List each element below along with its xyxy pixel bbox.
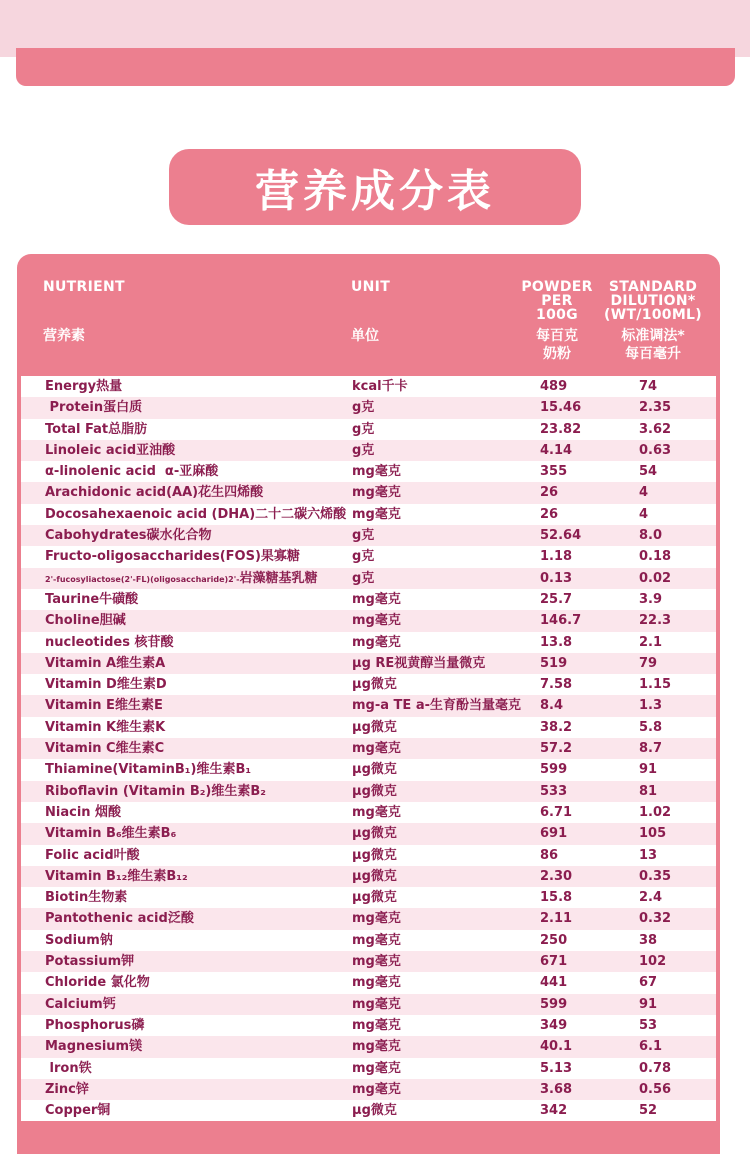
header-powder-zh-1: 每百克 — [536, 328, 578, 344]
powder-value: 355 — [540, 464, 568, 480]
table-row — [21, 759, 716, 780]
table-row — [21, 525, 716, 546]
table-row — [21, 994, 716, 1015]
powder-value: 599 — [540, 996, 568, 1012]
nutrient-name: Riboflavin (Vitamin B₂)维生素B₂ — [45, 783, 266, 799]
table-row — [21, 802, 716, 823]
nutrient-name: Vitamin B₆维生素B₆ — [45, 826, 177, 842]
std-dilution-value: 0.02 — [639, 570, 672, 586]
nutrient-name: Total Fat总脂肪 — [45, 421, 148, 437]
table-row — [21, 568, 716, 589]
powder-value: 533 — [540, 783, 568, 799]
powder-value: 6.71 — [540, 804, 573, 820]
nutrient-unit: g克 — [352, 400, 375, 416]
table-row — [21, 738, 716, 759]
nutrient-name: Docosahexaenoic acid (DHA)二十二碳六烯酸 — [45, 506, 347, 522]
nutrient-name: Vitamin E维生素E — [45, 698, 163, 714]
powder-value: 250 — [540, 932, 568, 948]
powder-value: 86 — [540, 847, 559, 863]
nutrient-name: Vitamin A维生素A — [45, 655, 166, 671]
nutrient-name: Choline胆碱 — [45, 613, 126, 629]
nutrient-unit: g克 — [352, 421, 375, 437]
std-dilution-value: 8.7 — [639, 741, 663, 757]
nutrient-unit: μg微克 — [352, 868, 397, 884]
powder-value: 2.30 — [540, 868, 573, 884]
powder-value: 0.13 — [540, 570, 573, 586]
nutrient-name: Calcium钙 — [45, 996, 116, 1012]
std-dilution-value: 0.56 — [639, 1081, 672, 1097]
nutrient-unit: mg毫克 — [352, 1017, 401, 1033]
nutrient-unit: mg毫克 — [352, 741, 401, 757]
nutrient-unit: g克 — [352, 570, 375, 586]
nutrient-name: Chloride 氯化物 — [45, 975, 150, 991]
header-powder-en-1: POWDER — [521, 279, 593, 295]
powder-value: 25.7 — [540, 591, 573, 607]
nutrient-unit: mg毫克 — [352, 1060, 401, 1076]
table-row — [21, 397, 716, 418]
powder-value: 599 — [540, 762, 568, 778]
std-dilution-value: 1.15 — [639, 677, 672, 693]
table-row — [21, 1100, 716, 1121]
nutrient-unit: mg毫克 — [352, 506, 401, 522]
header-std-zh-2: 每百毫升 — [625, 346, 681, 362]
nutrient-unit: mg毫克 — [352, 932, 401, 948]
nutrient-name: Protein蛋白质 — [45, 400, 143, 416]
header-powder-en-2: PER — [541, 293, 573, 309]
table-row — [21, 419, 716, 440]
std-dilution-value: 0.35 — [639, 868, 672, 884]
header-unit-zh: 单位 — [351, 328, 379, 344]
std-dilution-value: 38 — [639, 932, 658, 948]
header-unit-en: UNIT — [351, 279, 391, 295]
nutrient-name: α-linolenic acid α-亚麻酸 — [45, 464, 219, 480]
nutrient-name-small: 2'-fucosyliactose(2'-FL)(oligosaccharide)2'- — [45, 574, 240, 584]
table-row — [21, 717, 716, 738]
nutrient-unit: mg毫克 — [352, 996, 401, 1012]
nutrient-unit: mg毫克 — [352, 464, 401, 480]
std-dilution-value: 91 — [639, 762, 658, 778]
table-row — [21, 1079, 716, 1100]
std-dilution-value: 5.8 — [639, 719, 663, 735]
std-dilution-value: 1.3 — [639, 698, 663, 714]
std-dilution-value: 2.4 — [639, 890, 663, 906]
nutrient-unit: μg微克 — [352, 1103, 397, 1119]
nutrient-unit: μg微克 — [352, 826, 397, 842]
table-row — [21, 376, 716, 397]
nutrient-unit: mg毫克 — [352, 634, 401, 650]
powder-value: 146.7 — [540, 613, 582, 629]
nutrient-name: Biotin生物素 — [45, 890, 128, 906]
powder-value: 26 — [540, 506, 559, 522]
powder-value: 4.14 — [540, 442, 573, 458]
header-std-en-1: STANDARD — [608, 279, 698, 295]
powder-value: 671 — [540, 954, 568, 970]
std-dilution-value: 105 — [639, 826, 667, 842]
table-row — [21, 482, 716, 503]
nutrient-name: Vitamin C维生素C — [45, 741, 165, 757]
powder-value: 23.82 — [540, 421, 582, 437]
nutrient-unit: mg毫克 — [352, 485, 401, 501]
std-dilution-value: 67 — [639, 975, 658, 991]
nutrient-name: Niacin 烟酸 — [45, 804, 122, 820]
table-row — [21, 695, 716, 716]
std-dilution-value: 102 — [639, 954, 667, 970]
nutrient-unit: μg微克 — [352, 762, 397, 778]
powder-value: 349 — [540, 1017, 568, 1033]
nutrient-name: Energy热量 — [45, 379, 123, 394]
std-dilution-value: 91 — [639, 996, 658, 1012]
nutrient-unit: μg微克 — [352, 677, 397, 693]
nutrient-name: Vitamin K维生素K — [45, 719, 166, 735]
nutrient-unit: mg毫克 — [352, 975, 401, 991]
header-std-zh-1: 标准调法* — [621, 328, 685, 344]
std-dilution-value: 1.02 — [639, 804, 672, 820]
table-row — [21, 504, 716, 525]
std-dilution-value: 52 — [639, 1103, 658, 1119]
nutrient-name: Linoleic acid亚油酸 — [45, 442, 176, 458]
table-row — [21, 930, 716, 951]
powder-value: 52.64 — [540, 528, 582, 544]
nutrient-unit: g克 — [352, 528, 375, 544]
nutrient-unit: mg毫克 — [352, 613, 401, 629]
nutrient-unit: mg毫克 — [352, 1039, 401, 1055]
std-dilution-value: 4 — [639, 485, 649, 501]
nutrient-name — [45, 568, 318, 590]
nutrient-unit: mg-a TE a-生育酚当量毫克 — [352, 698, 521, 714]
powder-value: 342 — [540, 1103, 568, 1119]
nutrient-name: Vitamin B₁₂维生素B₁₂ — [45, 868, 188, 884]
header-powder-en-3: 100G — [536, 307, 578, 323]
powder-value: 441 — [540, 975, 568, 991]
header-std-en-2: DILUTION* — [610, 293, 696, 309]
nutrient-name: nucleotides 核苷酸 — [45, 634, 174, 650]
std-dilution-value: 2.1 — [639, 634, 663, 650]
powder-value: 7.58 — [540, 677, 573, 693]
nutrient-name: Cabohydrates碳水化合物 — [45, 528, 212, 544]
header-powder-zh-2: 奶粉 — [543, 346, 571, 362]
table-body — [21, 376, 716, 1121]
nutrient-name: Arachidonic acid(AA)花生四烯酸 — [45, 485, 264, 501]
table-row — [21, 461, 716, 482]
nutrient-unit: kcal千卡 — [352, 379, 408, 394]
table-header — [17, 254, 720, 375]
nutrient-name: Folic acid叶酸 — [45, 847, 140, 863]
top-decor-bar — [16, 48, 735, 86]
nutrient-unit: mg毫克 — [352, 804, 401, 820]
powder-value: 57.2 — [540, 741, 573, 757]
std-dilution-value: 4 — [639, 506, 649, 522]
std-dilution-value: 8.0 — [639, 528, 663, 544]
table-row — [21, 972, 716, 993]
table-row — [21, 546, 716, 567]
header-nutrient-en: NUTRIENT — [43, 279, 125, 295]
nutrient-name: Fructo-oligosaccharides(FOS)果寡糖 — [45, 549, 300, 565]
nutrient-name: Zinc锌 — [45, 1081, 89, 1097]
table-row — [21, 908, 716, 929]
nutrient-unit: mg毫克 — [352, 954, 401, 970]
std-dilution-value: 74 — [639, 379, 658, 394]
nutrient-unit: μg微克 — [352, 847, 397, 863]
std-dilution-value: 3.9 — [639, 591, 663, 607]
std-dilution-value: 0.63 — [639, 442, 672, 458]
nutrient-name: Pantothenic acid泛酸 — [45, 911, 194, 927]
powder-value: 38.2 — [540, 719, 573, 735]
nutrient-unit: mg毫克 — [352, 911, 401, 927]
table-row — [21, 951, 716, 972]
header-std-en-3: (WT/100ML) — [604, 307, 702, 323]
nutrient-name: Thiamine(VitaminB₁)维生素B₁ — [45, 762, 252, 778]
table-row — [21, 887, 716, 908]
powder-value: 13.8 — [540, 634, 573, 650]
nutrient-unit: g克 — [352, 442, 375, 458]
table-row — [21, 674, 716, 695]
std-dilution-value: 22.3 — [639, 613, 672, 629]
std-dilution-value: 79 — [639, 655, 658, 671]
powder-value: 1.18 — [540, 549, 573, 565]
table-row — [21, 866, 716, 887]
nutrient-unit: g克 — [352, 549, 375, 565]
std-dilution-value: 0.78 — [639, 1060, 672, 1076]
table-row — [21, 823, 716, 844]
powder-value: 5.13 — [540, 1060, 573, 1076]
powder-value: 15.46 — [540, 400, 582, 416]
nutrient-unit: μg微克 — [352, 890, 397, 906]
std-dilution-value: 81 — [639, 783, 658, 799]
nutrient-name: Potassium钾 — [45, 954, 135, 970]
nutrient-name: Magnesium镁 — [45, 1039, 143, 1055]
powder-value: 40.1 — [540, 1039, 573, 1055]
table-row — [21, 1058, 716, 1079]
std-dilution-value: 54 — [639, 464, 658, 480]
std-dilution-value: 53 — [639, 1017, 658, 1033]
std-dilution-value: 6.1 — [639, 1039, 663, 1055]
table-row — [21, 1015, 716, 1036]
nutrient-name: Sodium钠 — [45, 932, 113, 948]
nutrient-unit: mg毫克 — [352, 591, 401, 607]
nutrient-name: Vitamin D维生素D — [45, 677, 167, 693]
nutrient-name-rest: 岩藻糖基乳糖 — [239, 570, 318, 586]
header-nutrient-zh: 营养素 — [43, 328, 85, 344]
nutrient-name: Taurine牛磺酸 — [45, 591, 139, 607]
table-row — [21, 589, 716, 610]
powder-value: 691 — [540, 826, 568, 842]
powder-value: 2.11 — [540, 911, 573, 927]
nutrient-name: lron铁 — [45, 1060, 92, 1076]
nutrient-unit: μg微克 — [352, 783, 397, 799]
nutrient-unit: μg微克 — [352, 719, 397, 735]
powder-value: 8.4 — [540, 698, 564, 714]
table-row — [21, 653, 716, 674]
powder-value: 489 — [540, 379, 568, 394]
nutrient-unit: mg毫克 — [352, 1081, 401, 1097]
table-row — [21, 610, 716, 631]
table-row — [21, 632, 716, 653]
powder-value: 15.8 — [540, 890, 573, 906]
std-dilution-value: 13 — [639, 847, 658, 863]
std-dilution-value: 2.35 — [639, 400, 672, 416]
powder-value: 519 — [540, 655, 568, 671]
nutrient-name: Phosphorus磷 — [45, 1017, 145, 1033]
std-dilution-value: 3.62 — [639, 421, 672, 437]
table-row — [21, 1036, 716, 1057]
nutrient-name: Copper铜 — [45, 1103, 111, 1119]
table-row — [21, 845, 716, 866]
powder-value: 3.68 — [540, 1081, 573, 1097]
std-dilution-value: 0.18 — [639, 549, 672, 565]
table-row — [21, 781, 716, 802]
page-title: 营养成分表 — [169, 149, 581, 225]
std-dilution-value: 0.32 — [639, 911, 672, 927]
table-row — [21, 440, 716, 461]
powder-value: 26 — [540, 485, 559, 501]
nutrient-unit: μg RE视黄醇当量微克 — [352, 655, 486, 671]
nutrition-table — [17, 254, 720, 1154]
